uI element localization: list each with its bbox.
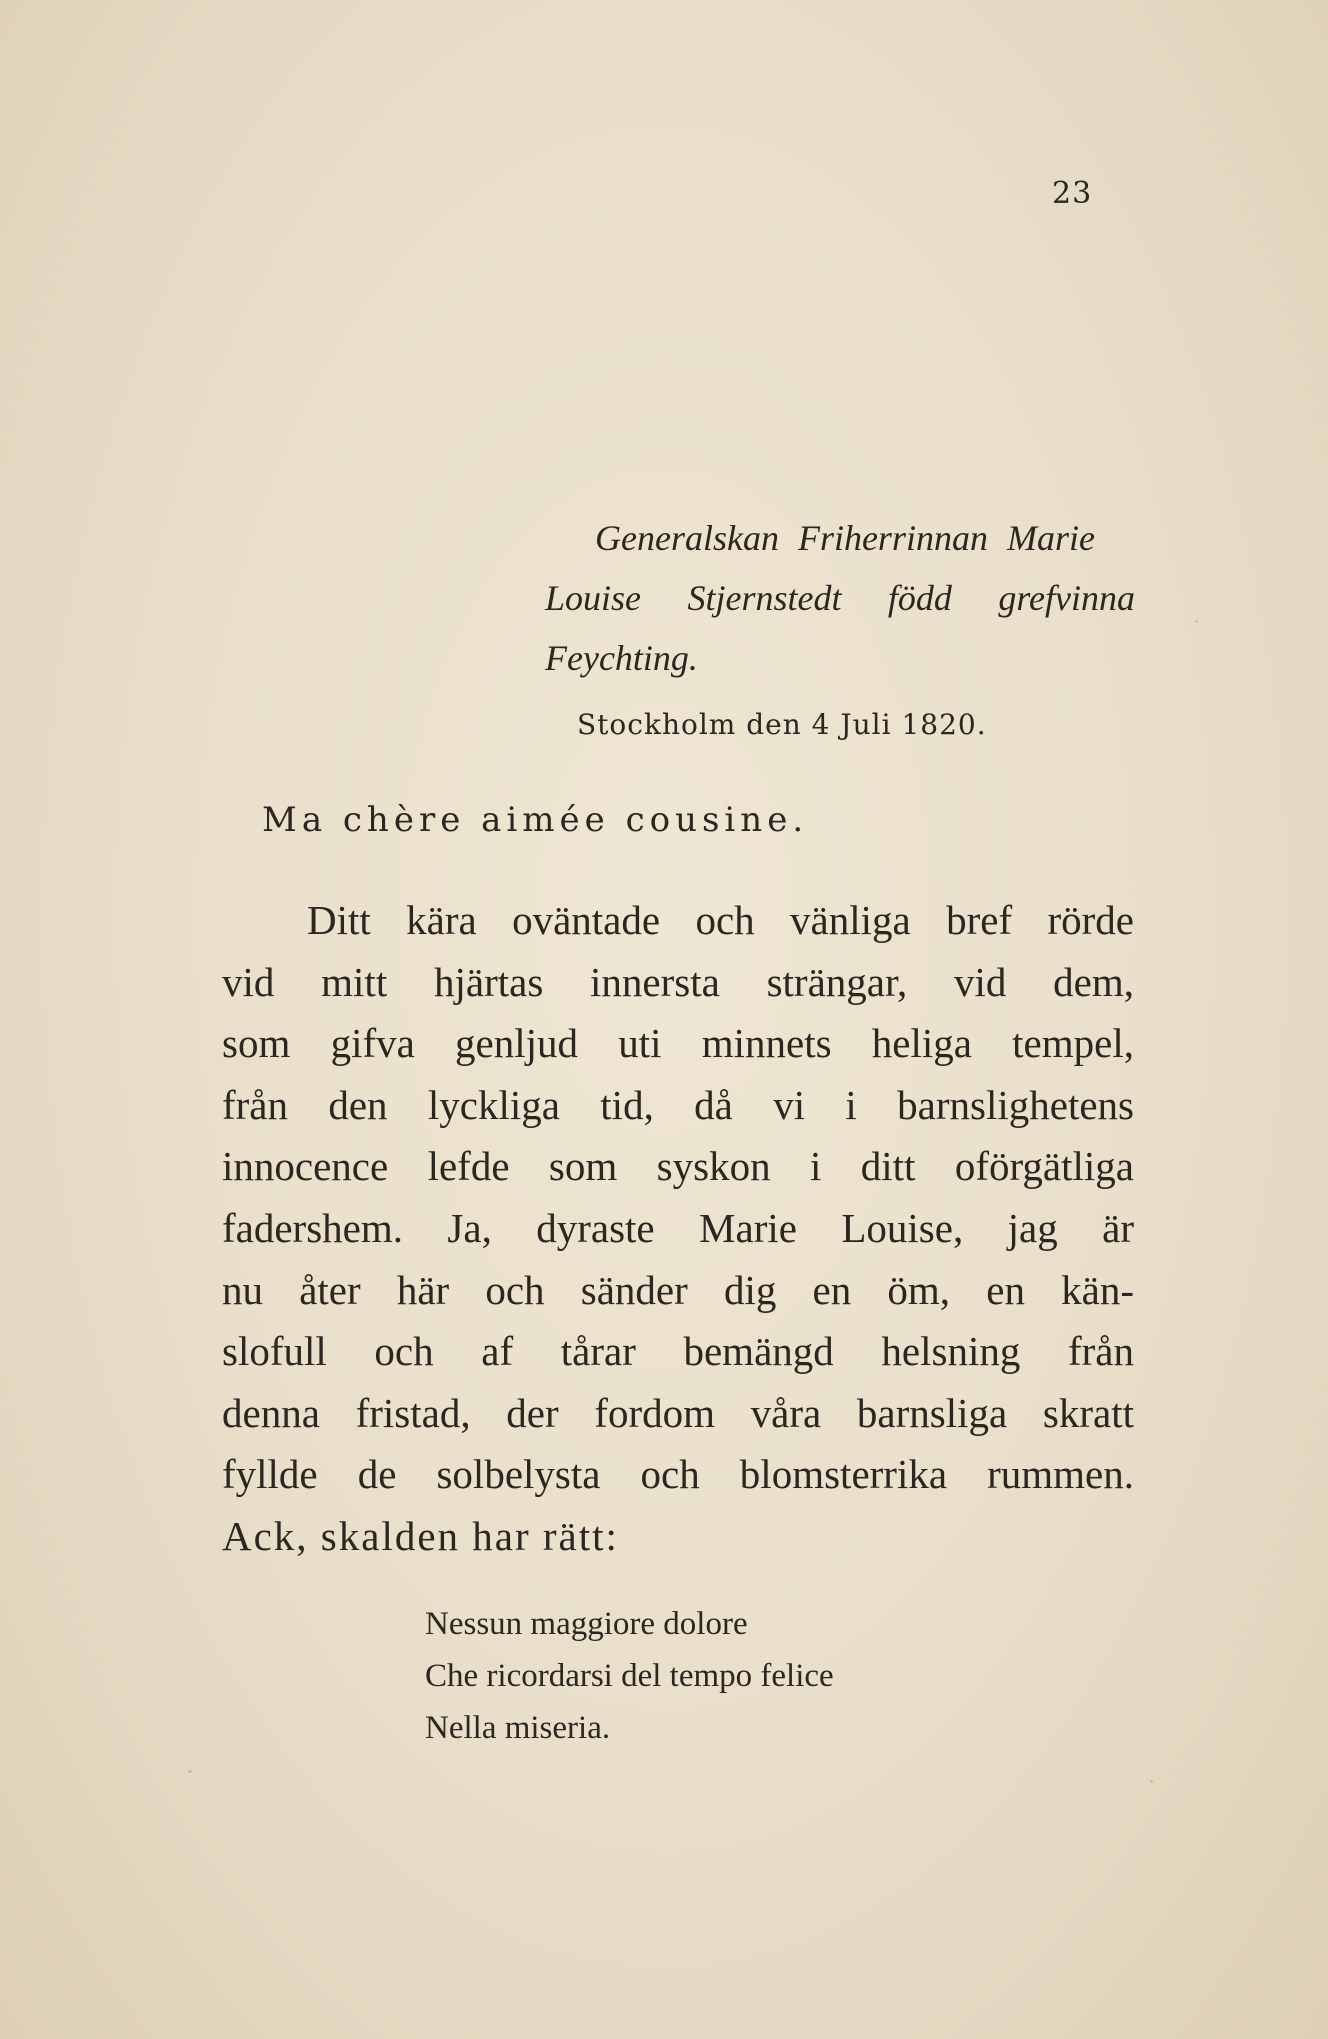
body-line: från den lyckliga tid, då vi i barnslighetens (222, 1081, 1134, 1128)
recipient-line: Feychting. (545, 638, 698, 678)
paper-speck (188, 1770, 192, 1773)
page-number: 23 (1052, 176, 1093, 211)
body-line: som gifva genljud uti minnets heliga tempel, (222, 1020, 1134, 1067)
body-line: denna fristad, der fordom våra barnsliga skratt (222, 1389, 1134, 1436)
body-line: nu åter här och sänder dig en öm, en kän- (222, 1266, 1134, 1313)
body-line: Ack, skalden har rätt: (222, 1512, 619, 1559)
body-line: Ditt kära oväntade och vänliga bref rörde (307, 897, 1134, 943)
paper-speck (1150, 1780, 1153, 1783)
body-line: fadershem. Ja, dyraste Marie Louise, jag är (222, 1204, 1134, 1251)
body-line: fyllde de solbelysta och blomsterrika rummen. (222, 1451, 1134, 1498)
poem-quote (425, 1598, 834, 1754)
letter-place-date: Stockholm den 4 Juli 1820. (577, 708, 987, 741)
body-line: vid mitt hjärtas innersta strängar, vid dem, (222, 958, 1134, 1005)
letter-salutation: Ma chère aimée cousine. (262, 800, 809, 840)
quote-line: Nella miseria. (425, 1710, 611, 1746)
letter-recipient (545, 508, 1135, 688)
recipient-line: Generalskan Friherrinnan Marie (595, 518, 1095, 558)
letter-body (222, 890, 1134, 1568)
body-line: innocence lefde som syskon i ditt oförgätliga (222, 1143, 1134, 1190)
quote-line: Che ricordarsi del tempo felice (425, 1658, 834, 1694)
paper-speck (1195, 620, 1198, 623)
quote-line: Nessun maggiore dolore (425, 1606, 748, 1642)
body-line: slofull och af tårar bemängd helsning från (222, 1328, 1134, 1375)
recipient-line: Louise Stjernstedt född grefvinna (545, 578, 1135, 618)
